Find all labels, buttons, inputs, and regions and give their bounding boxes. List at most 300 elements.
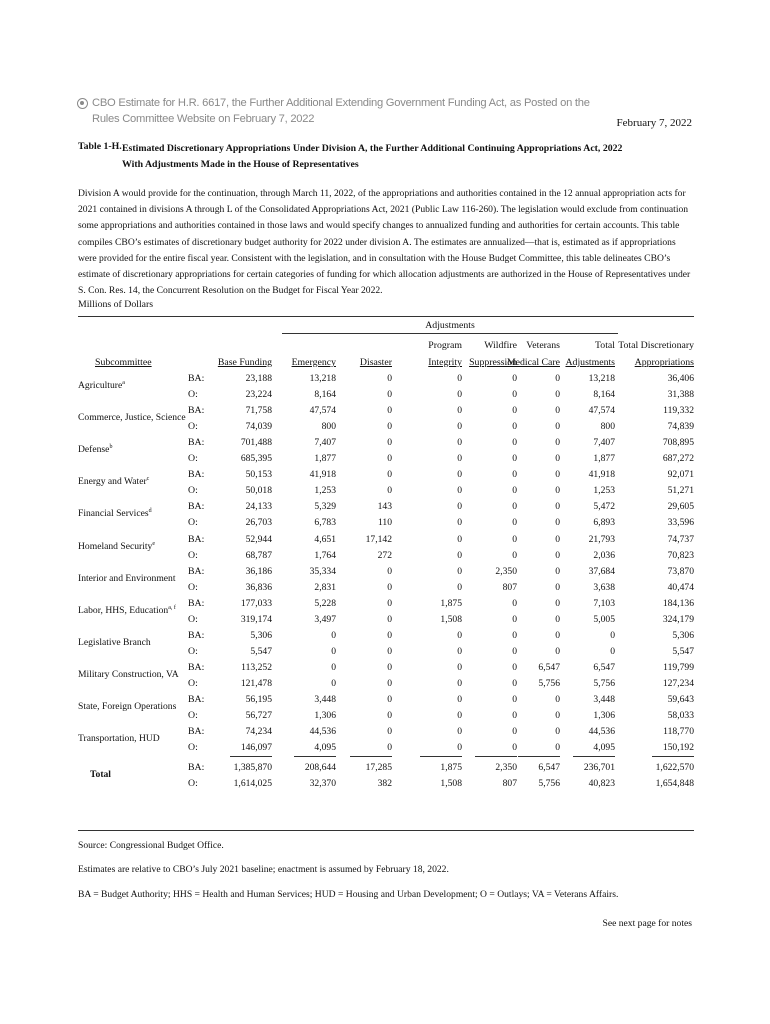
- row-label-o: O:: [188, 646, 198, 657]
- table-cell: 5,005: [593, 614, 615, 625]
- row-label-o: O:: [188, 710, 198, 721]
- row-label-o: O:: [188, 389, 198, 400]
- table-cell: 0: [387, 630, 392, 641]
- table-cell: 2,831: [314, 582, 336, 593]
- table-cell: 807: [502, 778, 517, 789]
- table-cell: 272: [377, 550, 392, 561]
- table-cell: 4,095: [314, 742, 336, 753]
- table-cell: 71,758: [245, 405, 272, 416]
- table-cell: 8,164: [314, 389, 336, 400]
- table-cell: 50,018: [245, 485, 272, 496]
- baseline-note: Estimates are relative to CBO’s July 2021 baseline; enactment is assumed by February 18, 2022.: [78, 864, 449, 875]
- subcommittee-label: Military Construction, VA: [78, 669, 179, 680]
- table-cell: 1,875: [440, 598, 462, 609]
- table-cell: 51,271: [667, 485, 694, 496]
- col-total-adj-2: Adjustments: [565, 357, 615, 368]
- subcommittee-label: Defense: [78, 444, 110, 455]
- col-total-disc-1: Total Discretionary: [618, 340, 694, 351]
- table-cell: 0: [387, 710, 392, 721]
- total-rule: [230, 756, 272, 757]
- col-veterans-2: Medical Care: [506, 357, 560, 368]
- table-cell: 0: [512, 421, 517, 432]
- table-cell: 74,039: [245, 421, 272, 432]
- table-cell: 0: [387, 469, 392, 480]
- table-cell: 52,944: [245, 534, 272, 545]
- table-cell: 0: [555, 582, 560, 593]
- table-cell: 31,388: [667, 389, 694, 400]
- table-cell: 0: [512, 469, 517, 480]
- footnote-marker: d: [148, 507, 152, 514]
- table-cell: 56,727: [245, 710, 272, 721]
- row-label-ba: BA:: [188, 501, 205, 512]
- table-cell: 0: [555, 726, 560, 737]
- table-cell: 0: [555, 453, 560, 464]
- table-cell: 0: [555, 485, 560, 496]
- table-number: Table 1-H.: [78, 141, 122, 152]
- col-base: Base Funding: [217, 357, 272, 368]
- table-cell: 0: [387, 678, 392, 689]
- table-cell: 6,547: [538, 662, 560, 673]
- table-cell: 1,764: [314, 550, 336, 561]
- table-cell: 1,306: [593, 710, 615, 721]
- table-cell: 324,179: [662, 614, 694, 625]
- table-cell: 146,097: [240, 742, 272, 753]
- table-cell: 0: [387, 694, 392, 705]
- table-cell: 5,329: [314, 501, 336, 512]
- table-cell: 37,684: [588, 566, 615, 577]
- subcommittee-label: Energy and Water: [78, 476, 147, 487]
- table-cell: 800: [600, 421, 615, 432]
- table-cell: 0: [457, 678, 462, 689]
- table-cell: 0: [457, 566, 462, 577]
- table-cell: 26,703: [245, 517, 272, 528]
- table-cell: 800: [321, 421, 336, 432]
- table-cell: 0: [610, 630, 615, 641]
- table-cell: 1,253: [314, 485, 336, 496]
- table-cell: 0: [457, 501, 462, 512]
- subcommittee-label: Legislative Branch: [78, 637, 151, 648]
- row-subcommittee-name: [78, 541, 155, 552]
- table-cell: 17,142: [365, 534, 392, 545]
- footnote-marker: a, f: [168, 604, 176, 611]
- intro-paragraph: Division A would provide for the continuation, through March 11, 2022, of the appropriations and authorities contained in the 12 annual appropriation acts for 2021 contained in divisions A through L of the Consolidated Appropriations Act, 2021 (Public Law 116-260). The legislation would exclude from continuation some appropriations and authorities contained in those laws and would specify changes to annualized funding and authorities for certain accounts. This table compiles CBO’s estimates of discretionary budget authority for 2022 under division A. The estimates are annualized—that is, estimated as if appropriations were provided for the entire fiscal year. Consistent with the legislation, and in consultation with the House Budget Committee, this table delineates CBO’s estimate of discretionary appropriations for certain categories of funding for which allocation adjustments are authorized in the House of Representatives under S. Con. Res. 14, the Concurrent Resolution on the Budget for Fiscal Year 2022.: [78, 188, 691, 297]
- table-cell: 0: [512, 710, 517, 721]
- row-label-ba: BA:: [188, 437, 205, 448]
- table-cell: 0: [555, 437, 560, 448]
- adjustments-header: Adjustments: [425, 320, 475, 331]
- table-cell: 0: [512, 389, 517, 400]
- row-label-o: O:: [188, 517, 198, 528]
- table-cell: 0: [555, 469, 560, 480]
- subcommittee-label: Financial Services: [78, 508, 149, 519]
- col-program-2: Integrity: [428, 357, 462, 368]
- col-total-adj-1: Total: [595, 340, 615, 351]
- table-cell: 8,164: [593, 389, 615, 400]
- table-cell: 4,095: [593, 742, 615, 753]
- row-label-ba: BA:: [188, 598, 205, 609]
- table-cell: 5,756: [593, 678, 615, 689]
- table-bottom-rule: [78, 830, 694, 831]
- col-total-disc-2: Appropriations: [634, 357, 694, 368]
- table-cell: 74,737: [667, 534, 694, 545]
- table-cell: 0: [387, 373, 392, 384]
- table-cell: 0: [555, 389, 560, 400]
- adjustments-rule: [282, 333, 618, 334]
- row-label-ba: BA:: [188, 762, 205, 773]
- table-cell: 150,192: [662, 742, 694, 753]
- table-cell: 0: [457, 517, 462, 528]
- row-label-o: O:: [188, 778, 198, 789]
- table-cell: 685,395: [240, 453, 272, 464]
- table-cell: 0: [457, 534, 462, 545]
- subcommittee-label: Interior and Environment: [78, 573, 176, 584]
- row-label-o: O:: [188, 421, 198, 432]
- table-cell: 5,547: [250, 646, 272, 657]
- row-label-o: O:: [188, 582, 198, 593]
- subcommittee-label: Transportation, HUD: [78, 733, 160, 744]
- row-subcommittee-name: [78, 669, 179, 680]
- table-cell: 113,252: [241, 662, 272, 673]
- table-cell: 118,770: [663, 726, 694, 737]
- row-label-ba: BA:: [188, 662, 205, 673]
- table-cell: 40,474: [667, 582, 694, 593]
- table-cell: 70,823: [667, 550, 694, 561]
- table-cell: 1,508: [440, 778, 462, 789]
- table-cell: 0: [555, 421, 560, 432]
- table-cell: 5,756: [538, 678, 560, 689]
- table-cell: 0: [555, 373, 560, 384]
- table-cell: 1,622,570: [655, 762, 694, 773]
- table-cell: 58,033: [667, 710, 694, 721]
- table-cell: 6,547: [593, 662, 615, 673]
- table-cell: 5,228: [314, 598, 336, 609]
- row-subcommittee-name: [90, 769, 111, 780]
- table-cell: 73,870: [667, 566, 694, 577]
- table-cell: 0: [457, 389, 462, 400]
- table-cell: 0: [610, 646, 615, 657]
- table-cell: 121,478: [240, 678, 272, 689]
- table-cell: 0: [457, 437, 462, 448]
- table-cell: 0: [555, 742, 560, 753]
- table-cell: 0: [512, 373, 517, 384]
- units-label: Millions of Dollars: [78, 299, 154, 310]
- table-cell: 0: [457, 662, 462, 673]
- table-cell: 0: [555, 501, 560, 512]
- table-cell: 0: [512, 437, 517, 448]
- table-cell: 7,407: [314, 437, 336, 448]
- col-program-1: Program: [428, 340, 462, 351]
- table-cell: 208,644: [304, 762, 336, 773]
- table-cell: 0: [387, 646, 392, 657]
- row-label-o: O:: [188, 742, 198, 753]
- header-date: February 7, 2022: [616, 117, 692, 129]
- subcommittee-label: State, Foreign Operations: [78, 701, 177, 712]
- table-cell: 1,877: [314, 453, 336, 464]
- row-label-o: O:: [188, 550, 198, 561]
- table-cell: 44,536: [588, 726, 615, 737]
- table-cell: 0: [387, 566, 392, 577]
- abbreviations-note: BA = Budget Authority; HHS = Health and Human Services; HUD = Housing and Urban Development; O = Outlays; VA = Veterans Affairs.: [78, 889, 619, 900]
- table-cell: 17,285: [365, 762, 392, 773]
- table-cell: 23,224: [245, 389, 272, 400]
- table-cell: 21,793: [588, 534, 615, 545]
- row-label-o: O:: [188, 614, 198, 625]
- table-cell: 127,234: [662, 678, 694, 689]
- row-subcommittee-name: [78, 637, 151, 648]
- table-cell: 0: [387, 421, 392, 432]
- row-label-ba: BA:: [188, 566, 205, 577]
- table-cell: 0: [331, 662, 336, 673]
- table-cell: 1,306: [314, 710, 336, 721]
- table-cell: 3,497: [314, 614, 336, 625]
- row-subcommittee-name: [78, 701, 176, 712]
- table-cell: 5,547: [672, 646, 694, 657]
- table-cell: 0: [512, 726, 517, 737]
- table-cell: 47,574: [309, 405, 336, 416]
- table-cell: 0: [555, 646, 560, 657]
- col-veterans-1: Veterans: [526, 340, 560, 351]
- table-cell: 92,071: [667, 469, 694, 480]
- table-cell: 74,234: [245, 726, 272, 737]
- total-rule: [573, 756, 615, 757]
- table-cell: 0: [512, 630, 517, 641]
- table-cell: 36,836: [245, 582, 272, 593]
- table-cell: 5,756: [538, 778, 560, 789]
- row-label-ba: BA:: [188, 726, 205, 737]
- table-cell: 0: [457, 646, 462, 657]
- row-subcommittee-name: [78, 605, 176, 616]
- table-cell: 0: [387, 726, 392, 737]
- table-cell: 0: [457, 469, 462, 480]
- table-cell: 0: [457, 726, 462, 737]
- table-cell: 0: [555, 710, 560, 721]
- total-rule: [652, 756, 694, 757]
- table-cell: 0: [555, 694, 560, 705]
- table-cell: 41,918: [588, 469, 615, 480]
- table-cell: 32,370: [309, 778, 336, 789]
- table-cell: 0: [457, 710, 462, 721]
- table-cell: 5,472: [593, 501, 615, 512]
- table-cell: 184,136: [662, 598, 694, 609]
- table-cell: 0: [555, 550, 560, 561]
- table-cell: 143: [377, 501, 392, 512]
- table-cell: 1,877: [593, 453, 615, 464]
- table-cell: 68,787: [245, 550, 272, 561]
- subcommittee-label: Homeland Security: [78, 541, 153, 552]
- table-cell: 119,332: [663, 405, 694, 416]
- table-cell: 0: [512, 550, 517, 561]
- table-cell: 0: [387, 614, 392, 625]
- row-label-o: O:: [188, 453, 198, 464]
- table-cell: 0: [555, 405, 560, 416]
- table-cell: 2,350: [495, 566, 517, 577]
- table-cell: 0: [512, 405, 517, 416]
- table-cell: 1,508: [440, 614, 462, 625]
- subcommittee-label: Total: [90, 769, 111, 780]
- row-label-o: O:: [188, 678, 198, 689]
- header-title: CBO Estimate for H.R. 6617, the Further Additional Extending Government Funding Act, as Posted on the Rules Committee Website on February 7, 2022: [92, 97, 590, 125]
- table-cell: 0: [331, 646, 336, 657]
- table-cell: 3,448: [593, 694, 615, 705]
- table-cell: 0: [457, 453, 462, 464]
- footnote-marker: c: [146, 475, 150, 482]
- table-cell: 0: [457, 582, 462, 593]
- col-disaster: Disaster: [359, 357, 392, 368]
- table-cell: 0: [387, 405, 392, 416]
- table-cell: 35,334: [309, 566, 336, 577]
- table-cell: 319,174: [240, 614, 272, 625]
- table-cell: 687,272: [662, 453, 694, 464]
- table-cell: 0: [457, 694, 462, 705]
- table-cell: 0: [512, 646, 517, 657]
- table-cell: 44,536: [309, 726, 336, 737]
- table-cell: 0: [457, 421, 462, 432]
- table-cell: 50,153: [245, 469, 272, 480]
- table-cell: 1,385,870: [233, 762, 272, 773]
- table-cell: 29,605: [667, 501, 694, 512]
- cbo-logo-icon: [77, 98, 88, 109]
- table-cell: 24,133: [245, 501, 272, 512]
- col-subcommittee: Subcommittee: [95, 357, 152, 368]
- table-cell: 0: [512, 598, 517, 609]
- table-cell: 119,799: [663, 662, 694, 673]
- table-cell: 36,406: [667, 373, 694, 384]
- table-cell: 5,306: [672, 630, 694, 641]
- table-cell: 0: [387, 742, 392, 753]
- row-subcommittee-name: [78, 476, 149, 487]
- table-cell: 2,036: [593, 550, 615, 561]
- table-cell: 0: [387, 485, 392, 496]
- table-cell: 33,596: [667, 517, 694, 528]
- table-cell: 177,033: [240, 598, 272, 609]
- table-title: Estimated Discretionary Appropriations Under Division A, the Further Additional Continuing Appropriations Act, 2022 With Adjustments Made in the House of Representatives: [122, 143, 623, 170]
- table-cell: 0: [387, 437, 392, 448]
- table-cell: 1,654,848: [655, 778, 694, 789]
- table-cell: 701,488: [240, 437, 272, 448]
- table-cell: 0: [555, 566, 560, 577]
- col-wildfire-2: Suppression: [469, 357, 517, 368]
- table-cell: 40,823: [588, 778, 615, 789]
- table-cell: 6,783: [314, 517, 336, 528]
- footnote-marker: e: [152, 540, 156, 547]
- col-wildfire-1: Wildfire: [484, 340, 517, 351]
- row-subcommittee-name: [78, 380, 125, 391]
- table-cell: 0: [457, 742, 462, 753]
- total-rule: [294, 756, 336, 757]
- row-subcommittee-name: [78, 412, 186, 423]
- next-page-note: See next page for notes: [602, 918, 692, 929]
- total-rule: [420, 756, 462, 757]
- table-cell: 0: [512, 453, 517, 464]
- table-cell: 0: [457, 373, 462, 384]
- table-cell: 0: [457, 405, 462, 416]
- table-cell: 0: [555, 517, 560, 528]
- row-label-ba: BA:: [188, 405, 205, 416]
- subcommittee-label: Labor, HHS, Education: [78, 605, 169, 616]
- footnote-marker: b: [109, 443, 113, 450]
- subcommittee-label: Commerce, Justice, Science: [78, 412, 186, 423]
- row-subcommittee-name: [78, 444, 112, 455]
- table-cell: 0: [512, 678, 517, 689]
- table-cell: 6,547: [538, 762, 560, 773]
- table-cell: 0: [457, 550, 462, 561]
- source-note: Source: Congressional Budget Office.: [78, 840, 224, 851]
- table-cell: 0: [512, 534, 517, 545]
- row-label-o: O:: [188, 485, 198, 496]
- table-cell: 0: [387, 662, 392, 673]
- table-cell: 0: [512, 614, 517, 625]
- table-cell: 2,350: [495, 762, 517, 773]
- table-cell: 13,218: [309, 373, 336, 384]
- subcommittee-label: Agriculture: [78, 380, 123, 391]
- row-label-ba: BA:: [188, 469, 205, 480]
- table-top-rule: [78, 316, 694, 317]
- table-cell: 13,218: [588, 373, 615, 384]
- table-cell: 7,407: [593, 437, 615, 448]
- table-cell: 0: [457, 630, 462, 641]
- row-label-ba: BA:: [188, 373, 205, 384]
- total-rule: [350, 756, 392, 757]
- table-cell: 0: [387, 598, 392, 609]
- table-cell: 36,186: [245, 566, 272, 577]
- table-cell: 6,893: [593, 517, 615, 528]
- table-cell: 0: [555, 598, 560, 609]
- row-subcommittee-name: [78, 573, 176, 584]
- table-cell: 41,918: [309, 469, 336, 480]
- table-cell: 0: [512, 742, 517, 753]
- table-cell: 0: [555, 630, 560, 641]
- table-cell: 236,701: [583, 762, 615, 773]
- table-cell: 0: [331, 630, 336, 641]
- table-cell: 0: [512, 662, 517, 673]
- table-cell: 0: [555, 534, 560, 545]
- table-cell: 708,895: [662, 437, 694, 448]
- row-label-ba: BA:: [188, 694, 205, 705]
- table-cell: 7,103: [593, 598, 615, 609]
- table-cell: 5,306: [250, 630, 272, 641]
- table-cell: 0: [555, 614, 560, 625]
- table-cell: 56,195: [245, 694, 272, 705]
- table-cell: 807: [502, 582, 517, 593]
- table-cell: 0: [387, 453, 392, 464]
- table-cell: 1,614,025: [233, 778, 272, 789]
- table-cell: 0: [512, 694, 517, 705]
- table-cell: 3,638: [593, 582, 615, 593]
- table-cell: 1,875: [440, 762, 462, 773]
- table-cell: 0: [512, 517, 517, 528]
- table-cell: 4,651: [314, 534, 336, 545]
- table-cell: 59,643: [667, 694, 694, 705]
- table-cell: 0: [512, 501, 517, 512]
- table-cell: 3,448: [314, 694, 336, 705]
- col-emergency: Emergency: [291, 357, 336, 368]
- table-cell: 382: [377, 778, 392, 789]
- table-cell: 47,574: [588, 405, 615, 416]
- row-label-ba: BA:: [188, 630, 205, 641]
- table-cell: 0: [457, 485, 462, 496]
- footnote-marker: a: [122, 379, 125, 386]
- row-subcommittee-name: [78, 508, 152, 519]
- row-subcommittee-name: [78, 733, 160, 744]
- table-cell: 1,253: [593, 485, 615, 496]
- table-cell: 0: [387, 389, 392, 400]
- total-rule: [475, 756, 517, 757]
- table-cell: 0: [387, 582, 392, 593]
- table-cell: 23,188: [245, 373, 272, 384]
- table-cell: 74,839: [667, 421, 694, 432]
- table-cell: 0: [512, 485, 517, 496]
- table-cell: 0: [331, 678, 336, 689]
